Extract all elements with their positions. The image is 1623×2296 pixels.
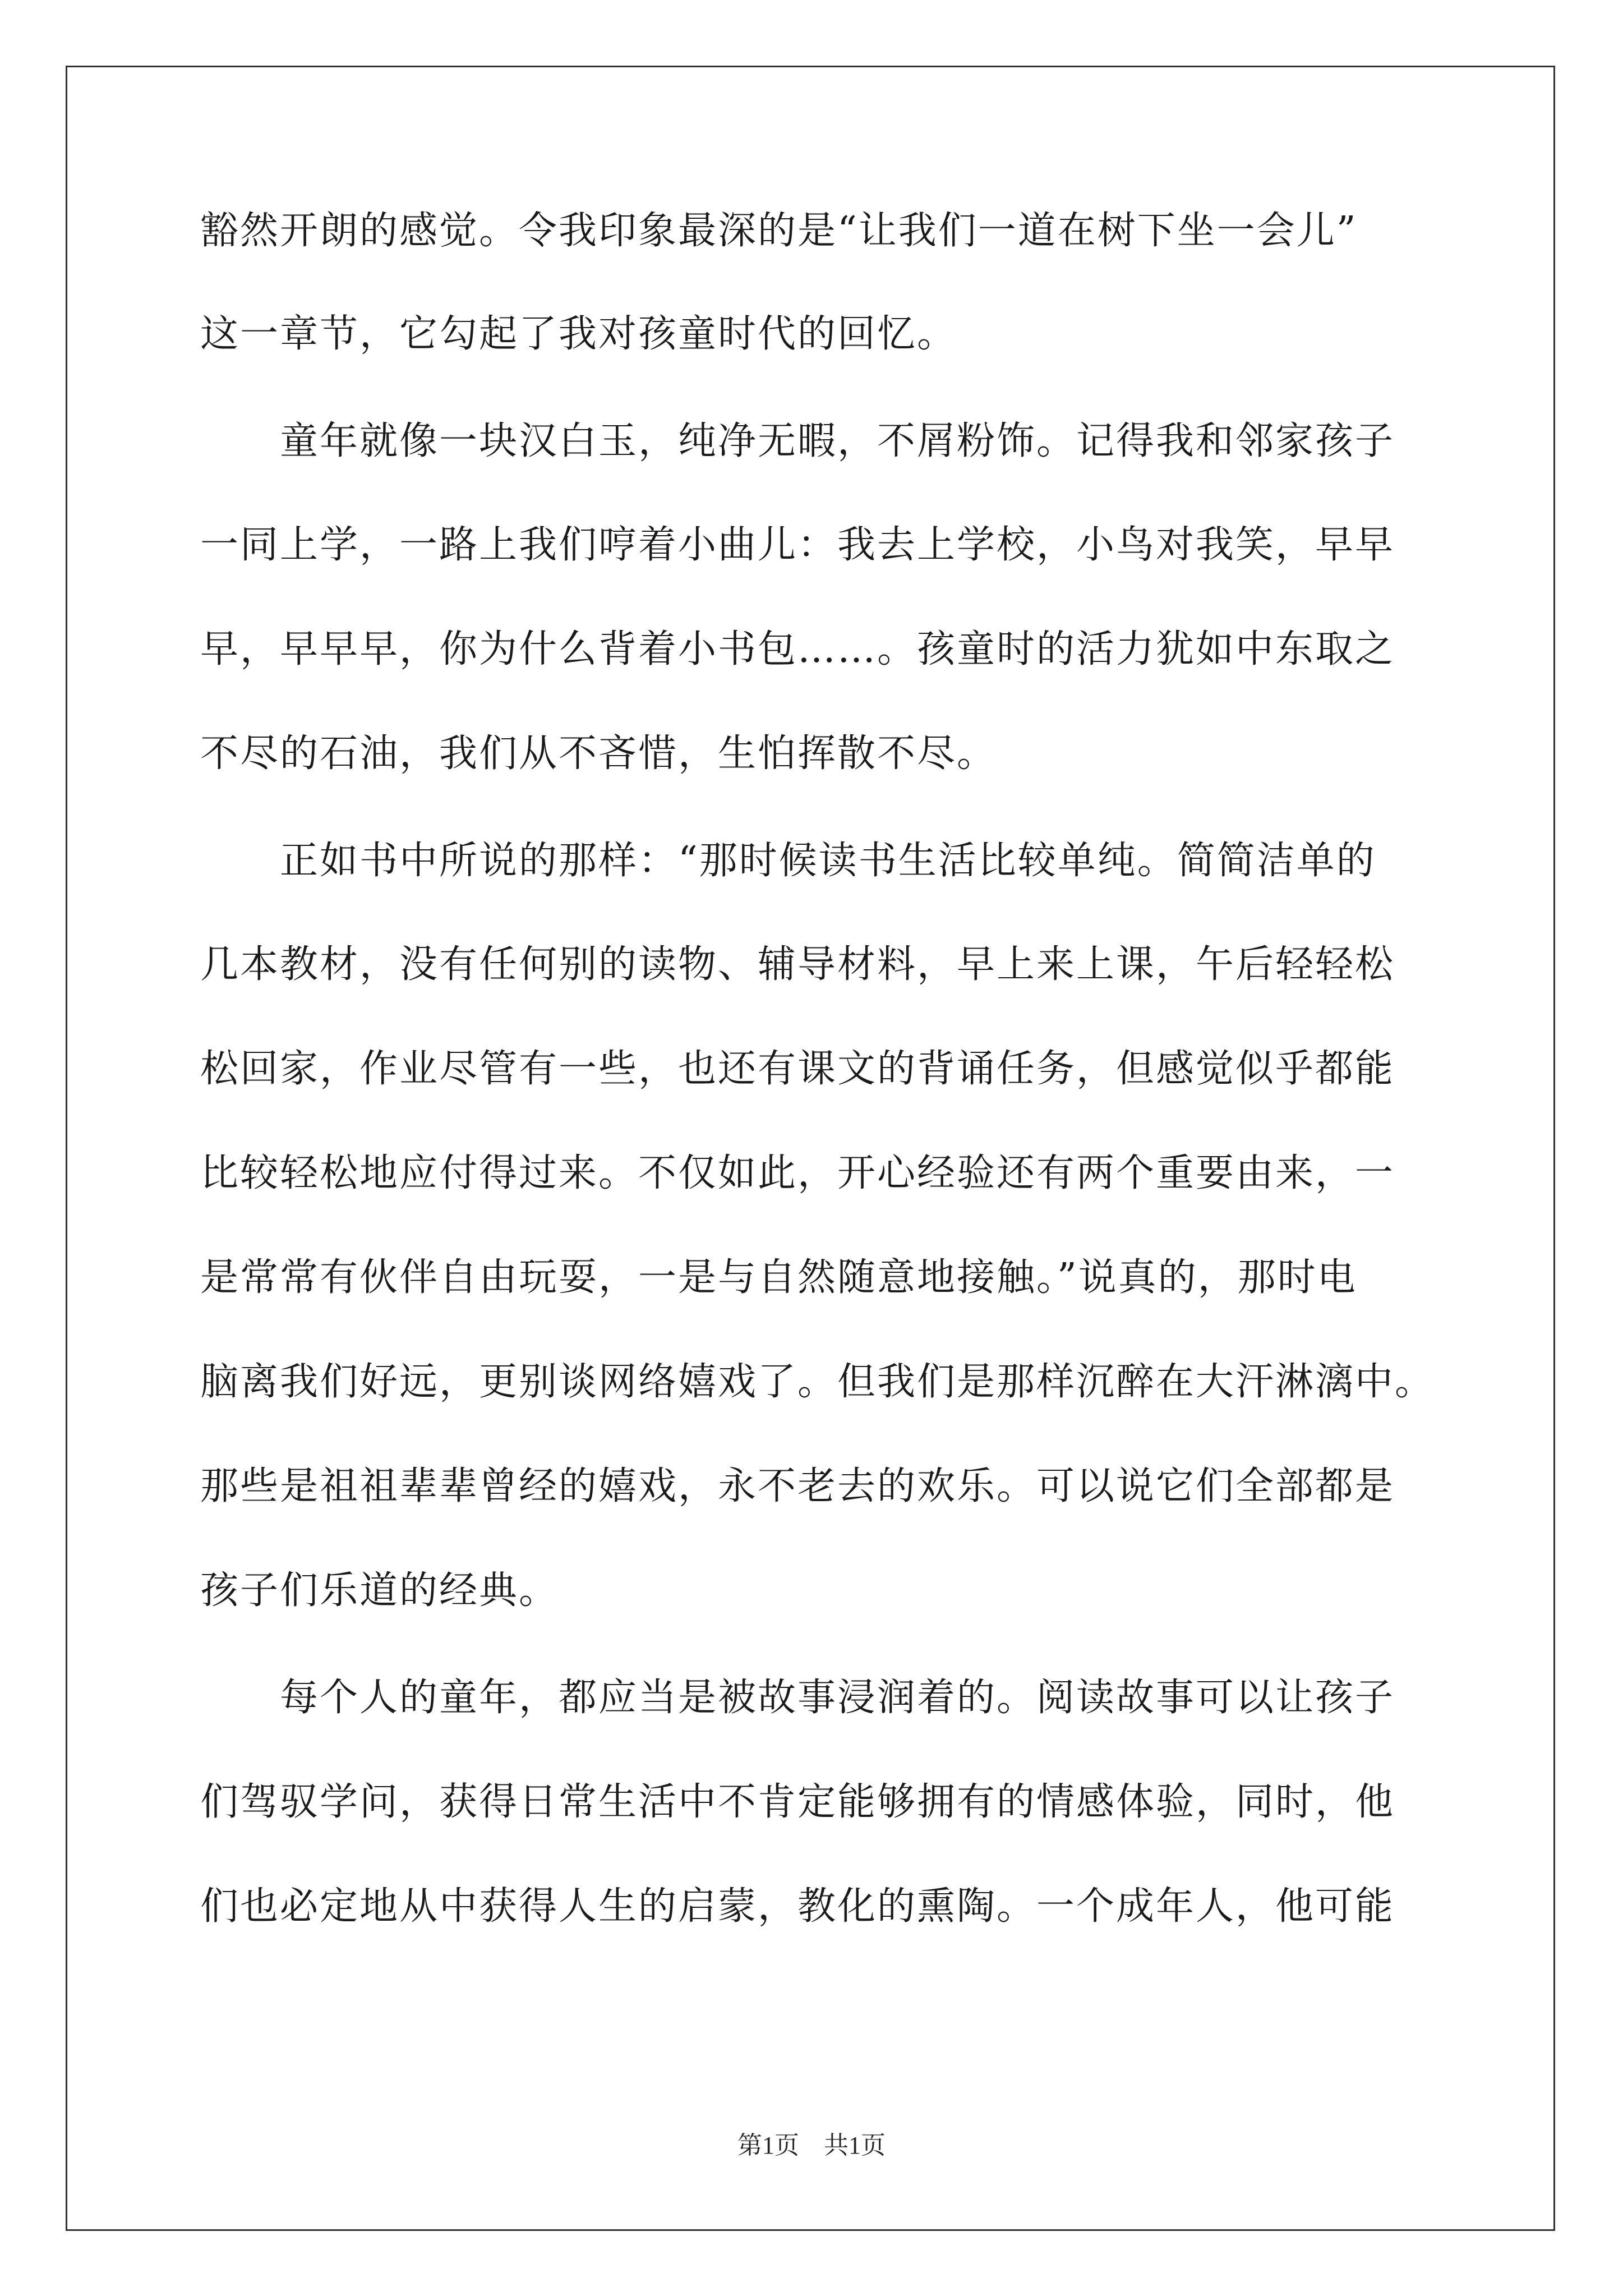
text-line: 几本教材，没有任何别的读物、辅导材料，早上来上课，午后轻轻松 xyxy=(200,942,1395,987)
text-line: 一同上学，一路上我们哼着小曲儿：我去上学校，小鸟对我笑，早早 xyxy=(200,523,1395,567)
text-line: 早，早早早，你为什么背着小书包……。孩童时的活力犹如中东取之 xyxy=(200,627,1395,671)
page-number: 第1页 共1页 xyxy=(737,2132,886,2159)
text-line: 童年就像一块汉白玉，纯净无暇，不屑粉饰。记得我和邻家孩子 xyxy=(200,419,1395,463)
text-line: 比较轻松地应付得过来。不仅如此，开心经验还有两个重要由来，一 xyxy=(200,1151,1395,1195)
text-line: 脑离我们好远，更别谈网络嬉戏了。但我们是那样沉醉在大汗淋漓中。 xyxy=(200,1360,1435,1404)
text-line: 这一章节，它勾起了我对孩童时代的回忆。 xyxy=(200,312,957,356)
text-line: 正如书中所说的那样：“那时候读书生活比较单纯。简简洁单的 xyxy=(200,839,1376,883)
text-line: 们驾驭学问，获得日常生活中不肯定能够拥有的情感体验，同时，他 xyxy=(200,1780,1395,1824)
text-line: 们也必定地从中获得人生的启蒙，教化的熏陶。一个成年人，他可能 xyxy=(200,1884,1395,1929)
text-line: 不尽的石油，我们从不吝惜，生怕挥散不尽。 xyxy=(200,731,997,776)
text-line: 豁然开朗的感觉。令我印象最深的是“让我们一道在树下坐一会儿” xyxy=(200,209,1358,253)
text-line: 每个人的童年，都应当是被故事浸润着的。阅读故事可以让孩子 xyxy=(200,1676,1395,1720)
text-line: 是常常有伙伴自由玩耍，一是与自然随意地接触。”说真的，那时电 xyxy=(200,1255,1357,1300)
text-line: 那些是祖祖辈辈曾经的嬉戏，永不老去的欢乐。可以说它们全部都是 xyxy=(200,1464,1395,1508)
text-line: 松回家，作业尽管有一些，也还有课文的背诵任务，但感觉似乎都能 xyxy=(200,1047,1395,1091)
text-line: 孩子们乐道的经典。 xyxy=(200,1568,559,1613)
